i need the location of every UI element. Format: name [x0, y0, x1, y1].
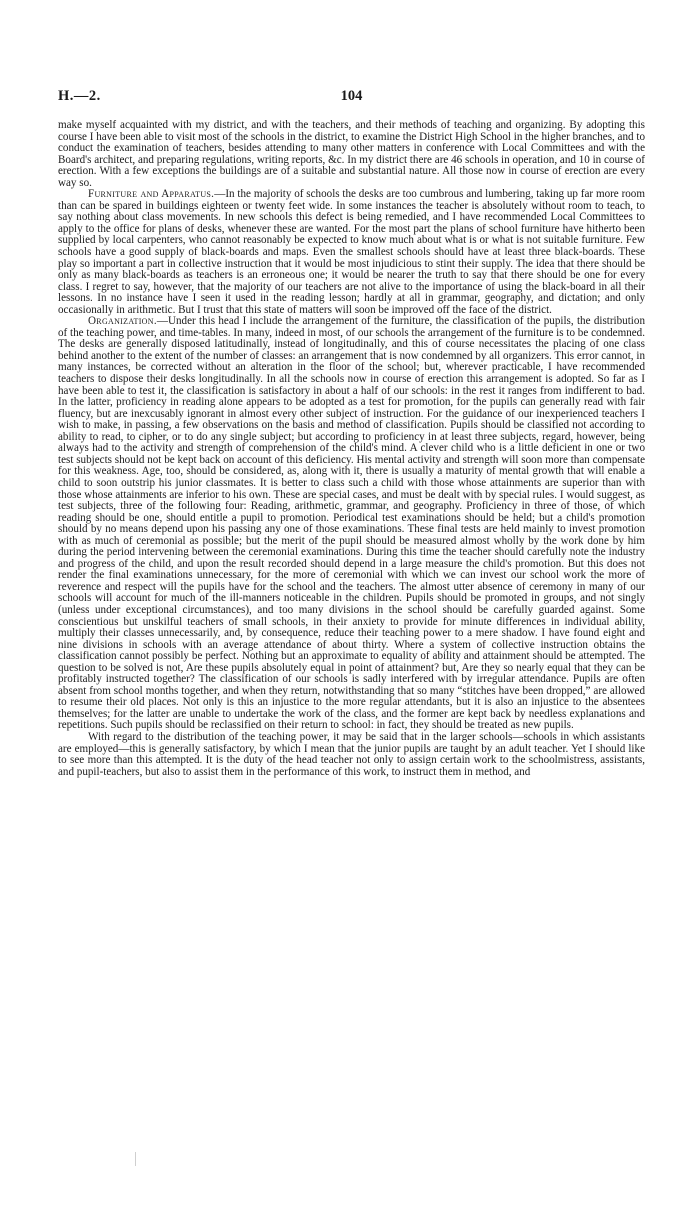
body-text — [58, 120, 645, 778]
page-header — [58, 88, 645, 108]
paragraph-teaching-power: With regard to the distribution of the teaching power, it may be said that in the larger schools—schools in which assistants are employed—this is generally satisfactory, by which I mean that the junior pupils are taught by an adult teacher. Yet I should like to see more than this attempted. It is the duty of the head teacher not only to assign certain work to the schoolmistress, assistants, and pupil-teachers, but also to assist them in the performance of this work, to instruct them in method, and — [58, 730, 645, 778]
section-heading-furniture: Furniture and Apparatus. — [88, 188, 215, 201]
page-number: 104 — [340, 88, 363, 104]
document-reference: H.—2. — [58, 88, 101, 104]
paragraph-organization-text: —Under this head I include the arrangement of the furniture, the classification of the pupils, the distribution of the teaching power, and time-tables. In many, indeed in most, of our schools the arrangement of the furniture is to be condemned. The desks are generally disposed latitudinally, instead of longitudinally, and this of course necessitates the placing of one class behind another to the extent of the number of classes: an arrangement that is now condemned by all organizers. This error cannot, in many instances, be corrected without an alteration in the floor of the school; but, wherever practicable, I have recommended teachers to dispose their desks longitudinally. In all the schools now in course of erection this arrangement is adopted. So far as I have been able to test it, the classification is satisfactory in about a half of our schools: in the rest it ranges from indifferent to bad. In the latter, proficiency in reading alone appears to be adopted as a test for promotion, for the pupils can generally read with fair fluency, but are inexcusably ignorant in almost every other subject of instruction. For the guidance of our inexperienced teachers I wish to make, in passing, a few observations on the basis and method of classification. Pupils should be classified not according to ability to read, to cipher, or to do any single subject; but according to proficiency in at least three subjects, regard, however, being always had to the activity and strength of comprehension of the child's mind. A clever child who is a little deficient in one or two test subjects should not be kept back on account of this deficiency. His mental activity and strength will soon more than compensate for this weakness. Age, too, should be considered, as, along with it, there is usually a maturity of mental growth that will enable a child to soon outstrip his junior classmates. It is better to class such a child with those whose attainments are superior than with those whose attainments are inferior to his own. These are special cases, and must be dealt with by special rules. I would suggest, as test subjects, three of the following four: Reading, arithmetic, grammar, and geography. Proficiency in three of those, of which reading should be one, should entitle a pupil to promotion. Periodical test examinations should be held; but a child's promotion should by no means depend upon his passing any one of those examinations. These final tests are held mainly to invest promotion with as much of ceremonial as possible; but the merit of the pupil should be measured almost wholly by the work done by him during the period intervening between the ceremonial examinations. During this time the teacher should carefully note the industry and progress of the child, and upon the result recorded should depend in a large measure the child's promotion. But this does not render the final examinations unnecessary, for the more of ceremonial with which we can invest our school work the more of reverence and respect will the pupils have for the school and the teachers. The almost utter absence of ceremony in many of our schools will account for much of the ill-manners noticeable in the children. Pupils should be promoted in groups, and not singly (unless under exceptional circumstances), and too many divisions in the school should be carefully guarded against. Some conscientious but unskilful teachers of small schools, in their anxiety to provide for minute differences in individual ability, multiply their classes unnecessarily, and, by consequence, reduce their teaching power to a mere shadow. I have found eight and nine divisions in schools with an average attendance of about thirty. Where a system of collective instruction obtains the classification cannot possibly be perfect. Nothing but an approximate to equality of ability and attainment should be attempted. The question to be solved is not, Are these pupils absolutely equal in point of attainment? but, Are they so nearly equal that they can be profitably instructed together? The classification of our schools is sadly interfered with by irregular attendance. Pupils are often absent from school months together, and when they return, notwithstanding that so many “stitches have been dropped,” are allowed to resume their old places. Not only is this an injustice to the more regular attendants, but it is also an injustice to the absentees themselves; for the latter are unable to undertake the work of the class, and the former are kept back by needless explanations and repetitions. Such pupils should be reclassified on their return to school: in fact, they should be treated as new pupils. — [58, 315, 645, 732]
paragraph-furniture-text: —In the majority of schools the desks are too cumbrous and lumbering, taking up far more room than can be spared in buildings eighteen or twenty feet wide. In some instances the teacher is absolutely without room to teach, to say nothing about class movements. In new schools this defect is being remedied, and I have recommended Local Committees to apply to the office for plans of desks, whenever these are wanted. For the most part the plans of school furniture have hitherto been supplied by local carpenters, who cannot reasonably be expected to know much about what is or what is not suitable furniture. Few schools have a good supply of black-boards and maps. Even the smallest schools should have at least three black-boards. These play so important a part in collective instruction that it would be most injudicious to stint their supply. The idea that there should be only as many black-boards as teachers is an erroneous one; it would be nearer the truth to say that there should be one for every class. I regret to say, however, that the majority of our teachers are not alive to the importance of using the black-board in all their lessons. In no instance have I seen it used in the reading lesson; hardly at all in grammar, geography, and dictation; and only occasionally in arithmetic. But I trust that this state of matters will soon be improved off the face of the district. — [58, 188, 645, 316]
margin-rule — [135, 1152, 136, 1166]
paragraph-district-visits: make myself acquainted with my district, and with the teachers, and their methods of teaching and organizing. By adopting this course I have been able to visit most of the schools in the district, to examine the District High School in the higher branches, and to conduct the examination of teachers, besides attending to many other matters in conference with Local Committees and with the Board's architect, and preparing regulations, writing reports, &c. In my district there are 46 schools in operation, and 10 in course of erection. With a few exceptions the buildings are of a suitable and substantial nature. All those now in course of erection are every way so. — [58, 119, 645, 189]
paragraph-furniture-apparatus — [58, 189, 645, 316]
paragraph-organization — [58, 316, 645, 732]
section-heading-organization: Organization. — [88, 315, 157, 328]
